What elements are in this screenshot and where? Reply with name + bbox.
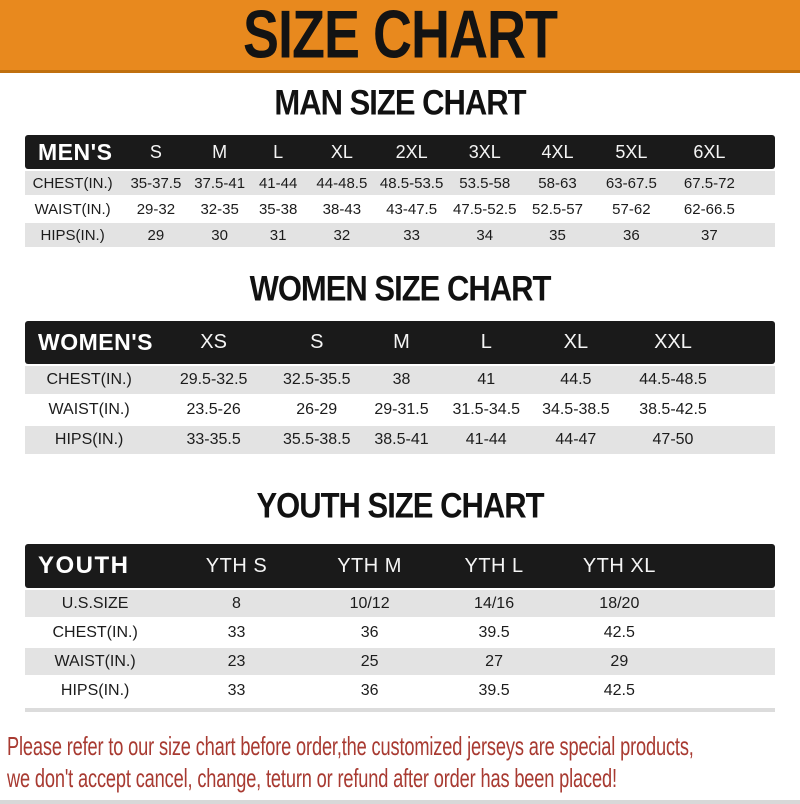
women-size-table [25, 319, 775, 456]
women-value-cell: 44.5-48.5 [623, 366, 724, 394]
men-corner-label: MEN'S [25, 135, 120, 169]
men-value-cell: 35-37.5 [120, 171, 191, 195]
women-col-header-xxl: XXL [623, 321, 724, 364]
youth-row [25, 648, 775, 675]
men-row-label: HIPS(IN.) [25, 223, 120, 247]
footer-line-2: we don't accept cancel, change, teturn or refund after order has been placed! [7, 763, 617, 793]
women-col-header-l: L [444, 321, 530, 364]
men-value-cell: 43-47.5 [375, 197, 448, 221]
women-col-header-xl: XL [529, 321, 623, 364]
men-col-header-2xl: 2XL [375, 135, 448, 169]
men-row [25, 171, 775, 195]
footer-line-1: Please refer to our size chart before order,the customized jerseys are special products, [7, 731, 694, 761]
men-value-cell: 32-35 [192, 197, 248, 221]
youth-value-cell: 36 [308, 677, 432, 704]
women-section-heading: WOMEN SIZE CHART [249, 268, 551, 309]
banner-title: SIZE CHART [243, 0, 557, 73]
men-value-cell: 48.5-53.5 [375, 171, 448, 195]
women-row-spacer [723, 396, 775, 424]
men-value-cell: 62-66.5 [669, 197, 749, 221]
men-row-spacer [749, 223, 775, 247]
women-value-cell: 34.5-38.5 [529, 396, 623, 424]
men-value-cell: 37 [669, 223, 749, 247]
youth-section-heading: YOUTH SIZE CHART [256, 485, 544, 526]
men-value-cell: 63-67.5 [593, 171, 669, 195]
men-value-cell: 31 [248, 223, 309, 247]
women-col-header-xs: XS [153, 321, 274, 364]
men-value-cell: 47.5-52.5 [448, 197, 522, 221]
men-row [25, 197, 775, 221]
youth-value-cell: 10/12 [308, 590, 432, 617]
women-row [25, 426, 775, 454]
youth-row [25, 590, 775, 617]
men-header-spacer [749, 135, 775, 169]
youth-row-label: HIPS(IN.) [25, 677, 165, 704]
men-row-spacer [749, 171, 775, 195]
youth-row-label: WAIST(IN.) [25, 648, 165, 675]
women-value-cell: 38.5-41 [360, 426, 444, 454]
women-value-cell: 44.5 [529, 366, 623, 394]
youth-col-header-yth-m: YTH M [308, 544, 432, 588]
youth-value-cell: 36 [308, 619, 432, 646]
men-value-cell: 52.5-57 [521, 197, 593, 221]
youth-value-cell: 14/16 [431, 590, 556, 617]
women-value-cell: 35.5-38.5 [274, 426, 360, 454]
youth-row-spacer [682, 619, 775, 646]
men-value-cell: 36 [593, 223, 669, 247]
youth-value-cell: 23 [165, 648, 307, 675]
women-row [25, 366, 775, 394]
men-value-cell: 58-63 [521, 171, 593, 195]
women-row [25, 396, 775, 424]
youth-table-bottom-strip [25, 708, 775, 712]
men-row-label: WAIST(IN.) [25, 197, 120, 221]
women-value-cell: 44-47 [529, 426, 623, 454]
banner [0, 0, 800, 73]
bottom-divider [0, 800, 800, 804]
men-value-cell: 29-32 [120, 197, 191, 221]
women-header-row [25, 321, 775, 364]
men-row-label: CHEST(IN.) [25, 171, 120, 195]
men-value-cell: 41-44 [248, 171, 309, 195]
women-value-cell: 26-29 [274, 396, 360, 424]
women-row-spacer [723, 426, 775, 454]
youth-row-label: U.S.SIZE [25, 590, 165, 617]
footer-disclaimer [0, 730, 798, 794]
women-row-label: CHEST(IN.) [25, 366, 153, 394]
youth-value-cell: 42.5 [557, 677, 682, 704]
women-header-spacer [723, 321, 775, 364]
women-value-cell: 32.5-35.5 [274, 366, 360, 394]
men-value-cell: 29 [120, 223, 191, 247]
men-value-cell: 37.5-41 [192, 171, 248, 195]
youth-value-cell: 8 [165, 590, 307, 617]
women-value-cell: 38.5-42.5 [623, 396, 724, 424]
youth-value-cell: 33 [165, 677, 307, 704]
men-row [25, 223, 775, 247]
men-value-cell: 33 [375, 223, 448, 247]
youth-value-cell: 25 [308, 648, 432, 675]
men-col-header-s: S [120, 135, 191, 169]
men-col-header-5xl: 5XL [593, 135, 669, 169]
youth-col-header-yth-l: YTH L [431, 544, 556, 588]
women-value-cell: 23.5-26 [153, 396, 274, 424]
youth-col-header-yth-s: YTH S [165, 544, 307, 588]
women-value-cell: 41 [444, 366, 530, 394]
men-col-header-xl: XL [309, 135, 376, 169]
youth-value-cell: 29 [557, 648, 682, 675]
youth-row-spacer [682, 677, 775, 704]
youth-value-cell: 18/20 [557, 590, 682, 617]
women-value-cell: 31.5-34.5 [444, 396, 530, 424]
women-value-cell: 29-31.5 [360, 396, 444, 424]
youth-header-spacer [682, 544, 775, 588]
men-col-header-4xl: 4XL [521, 135, 593, 169]
women-value-cell: 41-44 [444, 426, 530, 454]
women-corner-label: WOMEN'S [25, 321, 153, 364]
men-row-spacer [749, 197, 775, 221]
youth-value-cell: 27 [431, 648, 556, 675]
youth-col-header-yth-xl: YTH XL [557, 544, 682, 588]
men-value-cell: 57-62 [593, 197, 669, 221]
youth-value-cell: 39.5 [431, 677, 556, 704]
women-value-cell: 33-35.5 [153, 426, 274, 454]
men-value-cell: 67.5-72 [669, 171, 749, 195]
men-size-table [25, 133, 775, 249]
men-value-cell: 38-43 [309, 197, 376, 221]
women-col-header-s: S [274, 321, 360, 364]
youth-row-label: CHEST(IN.) [25, 619, 165, 646]
men-value-cell: 32 [309, 223, 376, 247]
men-value-cell: 30 [192, 223, 248, 247]
men-col-header-6xl: 6XL [669, 135, 749, 169]
women-row-spacer [723, 366, 775, 394]
women-row-label: WAIST(IN.) [25, 396, 153, 424]
men-col-header-l: L [248, 135, 309, 169]
women-value-cell: 29.5-32.5 [153, 366, 274, 394]
men-value-cell: 34 [448, 223, 522, 247]
youth-row [25, 619, 775, 646]
youth-header-row [25, 544, 775, 588]
women-value-cell: 47-50 [623, 426, 724, 454]
youth-value-cell: 42.5 [557, 619, 682, 646]
men-col-header-3xl: 3XL [448, 135, 522, 169]
youth-value-cell: 33 [165, 619, 307, 646]
women-row-label: HIPS(IN.) [25, 426, 153, 454]
men-section-heading: MAN SIZE CHART [274, 82, 526, 123]
women-col-header-m: M [360, 321, 444, 364]
youth-row [25, 677, 775, 704]
youth-row-spacer [682, 590, 775, 617]
men-value-cell: 44-48.5 [309, 171, 376, 195]
men-value-cell: 53.5-58 [448, 171, 522, 195]
youth-value-cell: 39.5 [431, 619, 556, 646]
men-col-header-m: M [192, 135, 248, 169]
youth-row-spacer [682, 648, 775, 675]
men-value-cell: 35 [521, 223, 593, 247]
youth-size-table [25, 542, 775, 706]
women-value-cell: 38 [360, 366, 444, 394]
youth-corner-label: YOUTH [25, 544, 165, 588]
men-value-cell: 35-38 [248, 197, 309, 221]
men-header-row [25, 135, 775, 169]
